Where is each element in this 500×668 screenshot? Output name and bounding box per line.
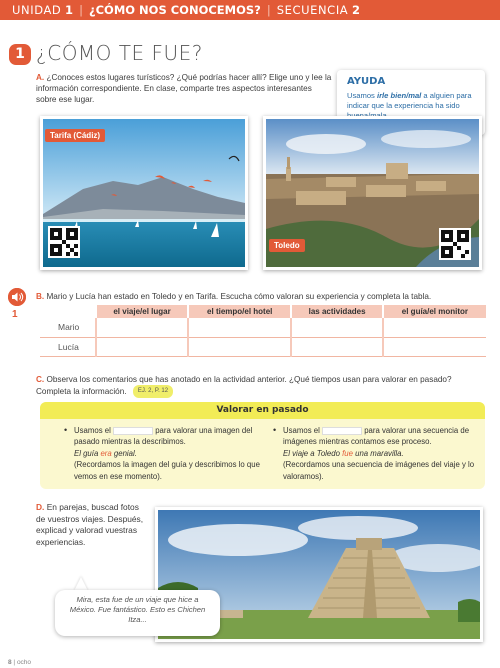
activity-b (36, 291, 488, 302)
activity-a-text: ¿Conoces estos lugares turísticos? ¿Qué podrías hacer allí? Elige uno y lee la información correspondiente. En clase, comparte tres aspectos interesantes sobre ese lugar. (36, 73, 332, 105)
grammar-right-example-end: una maravilla. (352, 448, 404, 458)
help-text-expression: irle bien/mal (376, 91, 422, 100)
unit-header-bar: UNIDAD 1 | ¿CÓMO NOS CONOCEMOS? | SECUENCIA 2 (0, 0, 500, 20)
unit-title: ¿CÓMO NOS CONOCEMOS? (88, 3, 261, 17)
activity-c-letter: C. (36, 375, 45, 384)
grammar-box-title: Valorar en pasado (40, 402, 485, 419)
speech-bubble-tail (74, 577, 88, 591)
audio-track-number: 1 (12, 309, 18, 320)
table-cell[interactable] (188, 337, 291, 356)
table-cell[interactable] (291, 337, 382, 356)
activity-b-letter: B. (36, 292, 45, 301)
row-label: Mario (40, 318, 96, 337)
exercise-reference-badge[interactable]: EJ. 2, P. 12 (133, 385, 173, 398)
table-cell[interactable] (383, 318, 486, 337)
grammar-right-text-b: para valorar una secuencia de imágenes mientras contamos ese proceso. (283, 426, 470, 447)
activity-a (36, 72, 332, 106)
table-corner (40, 305, 96, 318)
row-label: Lucía (40, 337, 96, 356)
grammar-right-text-a: Usamos el (283, 426, 320, 435)
grammar-left-note: (Recordamos la imagen del guía y describimos lo que vemos en ese momento). (74, 460, 260, 481)
page-footer: 8 | ocho (8, 659, 32, 666)
page-number: 8 (8, 659, 12, 666)
toledo-photo (263, 116, 482, 270)
grammar-left-text-b: para valorar una imagen del pasado mientras la describimos. (74, 426, 253, 447)
listening-table (40, 305, 486, 357)
tarifa-label: Tarifa (Cádiz) (45, 129, 105, 142)
activity-d-letter: D. (36, 502, 45, 512)
toledo-label: Toledo (269, 239, 305, 252)
table-cell[interactable] (383, 337, 486, 356)
activity-d-text: En parejas, buscad fotos de vuestros viajes. Después, explicad y valorad vuestras experiencias. (36, 502, 144, 547)
tarifa-photo (40, 116, 248, 270)
speaker-icon (8, 288, 26, 306)
audio-play-button[interactable] (8, 288, 26, 306)
table-cell[interactable] (291, 318, 382, 337)
unit-label: UNIDAD (12, 3, 62, 17)
grammar-left-example-end: genial. (111, 448, 137, 458)
sequence-number: 2 (351, 3, 360, 17)
activity-c (36, 374, 476, 398)
sequence-label: SECUENCIA (276, 3, 349, 17)
toledo-qr-code[interactable] (439, 228, 471, 260)
fill-blank-input[interactable] (113, 427, 153, 435)
table-cell[interactable] (188, 318, 291, 337)
grammar-right-column (273, 425, 478, 482)
activity-a-letter: A. (36, 73, 45, 82)
qr-code-icon (441, 230, 469, 258)
activity-c-text: Observa los comentarios que has anotado en la actividad anterior. ¿Qué tiempos usan para valorar en pasado? Completa la información. (36, 375, 452, 396)
table-row (40, 318, 486, 337)
column-header: el guía/el monitor (383, 305, 486, 318)
grammar-right-note: (Recordamos una secuencia de imágenes del viaje y lo valoramos). (283, 460, 475, 481)
grammar-box (40, 402, 485, 489)
bullet-icon: • (64, 425, 68, 435)
unit-number: 1 (65, 3, 74, 17)
grammar-right-example: El viaje a Toledo (283, 448, 343, 458)
activity-b-text: Mario y Lucía han estado en Toledo y en Tarifa. Escucha cómo valoran su experiencia y completa la tabla. (46, 292, 432, 301)
bullet-icon: • (273, 425, 277, 435)
page-number-word: ocho (16, 659, 32, 666)
help-box-title: AYUDA (347, 76, 386, 87)
section-title: ¿CÓMO TE FUE? (36, 41, 203, 65)
activity-d (36, 502, 146, 548)
help-text-pre: Usamos (347, 91, 377, 100)
grammar-right-highlight: fue (342, 448, 353, 458)
help-text-post: a alguien para indicar que la experiencia ha sido (347, 91, 472, 110)
grammar-left-column (64, 425, 262, 482)
column-header: el viaje/el lugar (96, 305, 188, 318)
fill-blank-input[interactable] (322, 427, 362, 435)
grammar-left-highlight: era (100, 448, 112, 458)
tarifa-qr-code[interactable] (48, 226, 80, 258)
table-cell[interactable] (96, 318, 188, 337)
grammar-left-text-a: Usamos el (74, 426, 111, 435)
table-row (40, 337, 486, 356)
table-cell[interactable] (96, 337, 188, 356)
grammar-left-example: El guía (74, 448, 101, 458)
column-header: las actividades (291, 305, 382, 318)
section-number-badge: 1 (9, 44, 31, 65)
column-header: el tiempo/el hotel (188, 305, 291, 318)
speech-bubble: Mira, esta fue de un viaje que hice a México. Fue fantástico. Esto es Chichen Itza... (55, 590, 220, 636)
qr-code-icon (50, 228, 78, 256)
